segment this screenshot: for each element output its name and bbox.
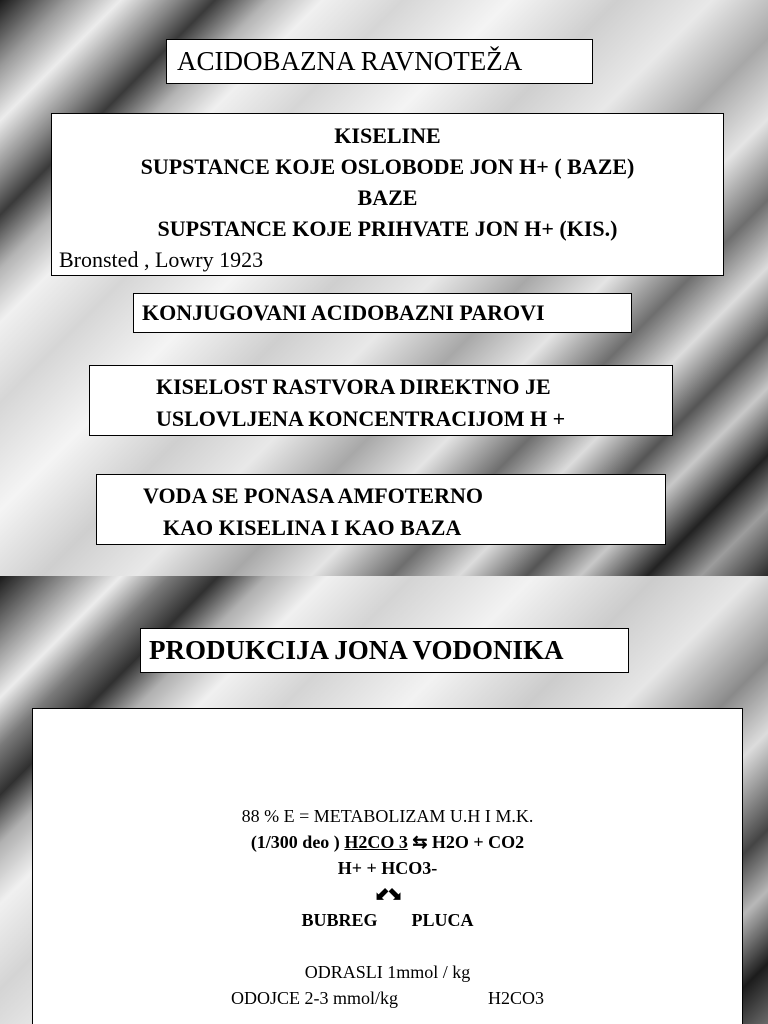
- organs-line: [33, 907, 742, 933]
- kiseline-definition: SUPSTANCE KOJE OSLOBODE JON H+ ( BAZE): [140, 154, 635, 179]
- deo-prefix: (1/300 deo ): [250, 832, 345, 852]
- konjugovani-text: KONJUGOVANI ACIDOBAZNI PAROVI: [142, 300, 545, 325]
- equation-line: [33, 829, 742, 855]
- kiselost-line-1: KISELOST RASTVORA DIREKTNO JE: [156, 374, 551, 399]
- slide-produkcija-jona: [0, 576, 768, 1024]
- slide-title: [140, 628, 629, 673]
- bubreg-label: BUBREG: [301, 910, 378, 930]
- split-arrows-icon: ⬋⬊: [374, 884, 401, 904]
- odojce-line: [33, 985, 742, 1011]
- kiseline-heading: KISELINE: [334, 123, 441, 148]
- kiselost-line-2: USLOVLJENA KONCENTRACIJOM H +: [156, 406, 566, 431]
- baze-heading: BAZE: [357, 185, 418, 210]
- voda-box: [96, 474, 666, 545]
- source-citation: Bronsted , Lowry 1923: [59, 247, 264, 272]
- pluca-label: PLUCA: [411, 910, 474, 930]
- odrasli-line: ODRASLI 1mmol / kg: [304, 962, 471, 982]
- equilibrium-arrow-icon: ⇆: [412, 832, 428, 852]
- baze-definition: SUPSTANCE KOJE PRIHVATE JON H+ (KIS.): [157, 216, 618, 241]
- products: H2O + CO2: [427, 832, 525, 852]
- konjugovani-box: [133, 293, 632, 333]
- slide-title: [166, 39, 593, 84]
- kiselost-box: [89, 365, 673, 436]
- h2co3-underlined: H2CO 3: [344, 832, 408, 852]
- title-text: ACIDOBAZNA RAVNOTEŽA: [177, 46, 523, 76]
- produkcija-box: [32, 708, 743, 1024]
- definitions-box: [51, 113, 724, 276]
- voda-line-2: KAO KISELINA I KAO BAZA: [163, 515, 462, 540]
- voda-line-1: VODA SE PONASA AMFOTERNO: [143, 483, 483, 508]
- h2co3-right: H2CO3: [488, 988, 545, 1008]
- title-text: PRODUKCIJA JONA VODONIKA: [149, 635, 564, 665]
- metabolizam-line: 88 % E = METABOLIZAM U.H I M.K.: [241, 806, 534, 826]
- odojce-text: ODOJCE 2-3 mmol/kg: [230, 988, 398, 1008]
- ions-line: H+ + HCO3-: [337, 858, 438, 878]
